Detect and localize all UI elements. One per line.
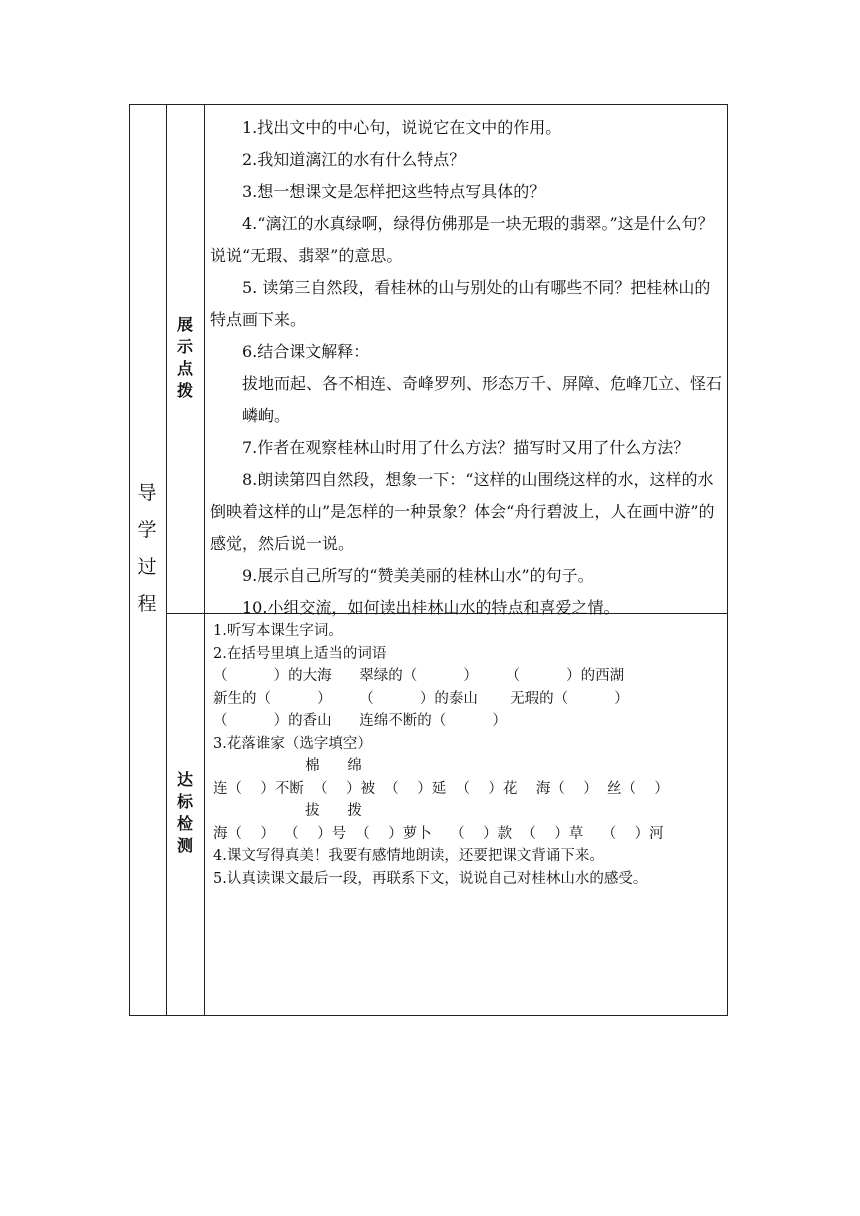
assessment-line: （ ）的香山 连绵不断的（ ）: [213, 713, 507, 729]
assessment-line: 棉 绵: [213, 758, 362, 774]
guidance-item: 2.我知道漓江的水有什么特点？: [242, 150, 466, 169]
guidance-item: 4.“漓江的水真绿啊，绿得仿佛那是一块无瑕的翡翠。”这是什么句？说说“无瑕、翡翠”的意思。: [210, 214, 714, 265]
guidance-item: 10.小组交流，如何读出桂林山水的特点和喜爱之情。: [242, 598, 620, 617]
guidance-item: 7.作者在观察桂林山时用了什么方法？描写时又用了什么方法？: [242, 438, 690, 457]
display-guidance-content: [210, 112, 722, 624]
assessment-line: 拔 拨: [213, 803, 362, 819]
section-label-display-guidance: 展 示 点 拨: [176, 315, 193, 400]
assessment-line: 5.认真读课文最后一段，再联系下文，说说自己对桂林山水的感受。: [213, 870, 648, 887]
assessment-line: 1.听写本课生字词。: [213, 623, 343, 639]
column-divider-1: [166, 105, 167, 1015]
section-label-guided-learning: 导 学 过 程: [137, 482, 157, 615]
assessment-line: 2.在括号里填上适当的词语: [213, 645, 387, 662]
section-label-assessment: 达 标 检 测: [176, 770, 193, 855]
assessment-content: [213, 620, 725, 890]
guidance-item: 1.找出文中的中心句，说说它在文中的作用。: [242, 118, 562, 137]
guidance-item: 6.结合课文解释：: [242, 342, 370, 361]
guidance-item: 9.展示自己所写的“赞美美丽的桂林山水”的句子。: [242, 566, 594, 585]
assessment-line: 新生的（ ） （ ）的泰山 无瑕的（ ）: [213, 690, 629, 707]
assessment-line: 海（ ） （ ）号 （ ）萝卜 （ ）款 （ ）草 （ ）河: [213, 825, 664, 842]
assessment-line: （ ）的大海 翠绿的（ ） （ ）的西湖: [213, 668, 625, 684]
guidance-item: 8.朗读第四自然段，想象一下：“这样的山围绕这样的水，这样的水倒映着这样的山”是怎样的一种景象？体会“舟行碧波上，人在画中游”的感觉，然后说一说。: [210, 470, 715, 553]
column-divider-2: [204, 105, 205, 1015]
assessment-line: 连（ ）不断 （ ）被 （ ）延 （ ）花 海（ ） 丝（ ）: [213, 780, 669, 797]
guidance-item: 5. 读第三自然段，看桂林的山与别处的山有哪些不同？把桂林山的特点画下来。: [210, 278, 711, 329]
assessment-line: 4.课文写得真美！我要有感情地朗读，还要把课文背诵下来。: [213, 848, 604, 864]
assessment-line: 3.花落谁家（选字填空）: [213, 735, 372, 752]
guidance-item: 3.想一想课文是怎样把这些特点写具体的？: [242, 182, 546, 201]
guidance-item: 拔地而起、各不相连、奇峰罗列、形态万千、屏障、危峰兀立、怪石嶙峋。: [242, 374, 723, 425]
